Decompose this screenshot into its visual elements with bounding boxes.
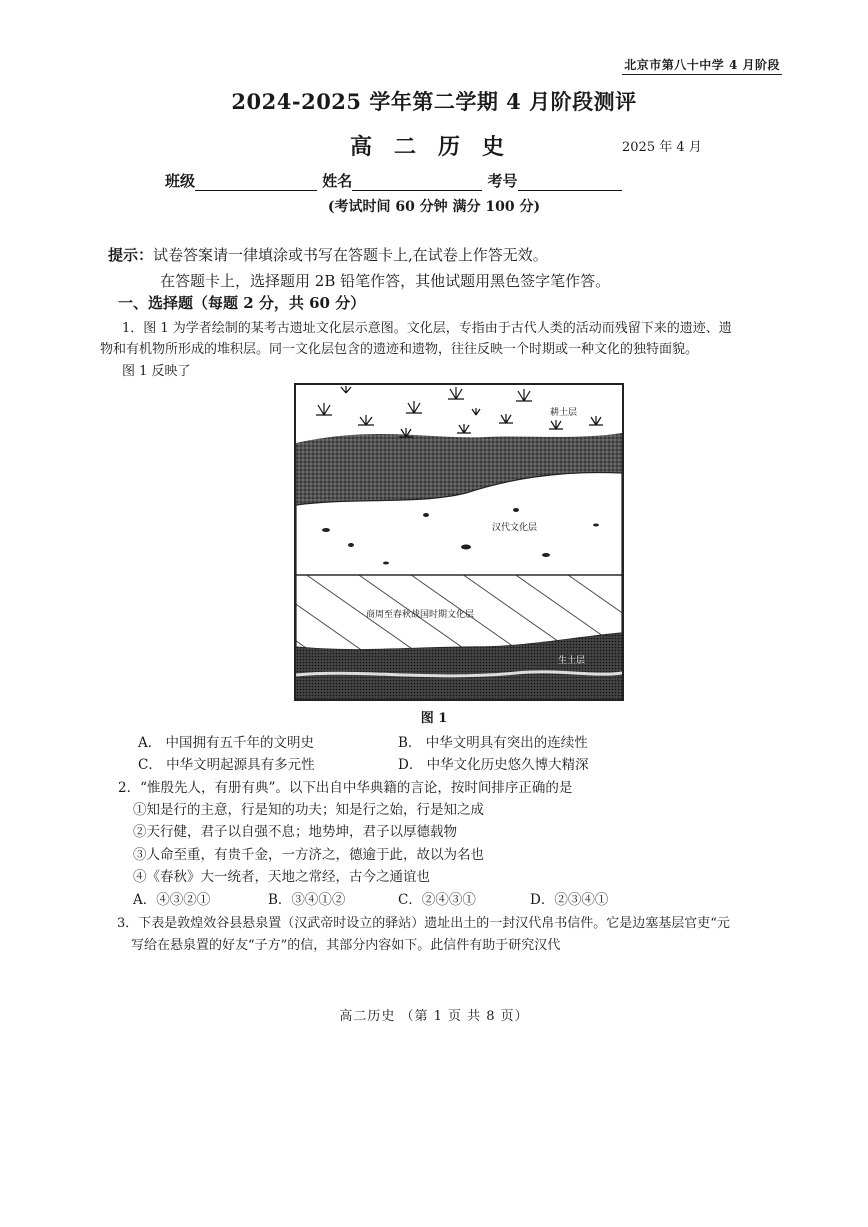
name-blank[interactable] [352,176,482,191]
q2-option-a: A．④③②① [133,892,211,908]
q1-stem-line2: 物和有机物所形成的堆积层。同一文化层包含的遗迹和遗物，往往反映一个时期或一种文化的独特面貌。 [100,342,699,357]
name-label: 姓名 [322,172,353,190]
q1-option-a: A． 中国拥有五千年的文明史 [138,735,315,751]
q1-option-b: B． 中华文明具有突出的连续性 [398,735,588,751]
school-tag: 北京市第八十中学 4 月阶段 [622,56,782,75]
q2-item-3: ③人命至重，有贵千金，一方济之，德逾于此，故以为名也 [133,847,484,863]
q2-option-c: C．②④③① [398,892,476,908]
q3-stem-line2: 写给在悬泉置的好友“子方”的信，其部分内容如下。此信件有助于研究汉代 [131,938,561,953]
label-base-soil: 生土层 [558,656,586,666]
student-info-row [165,170,622,191]
q2-option-b: B．③④①② [268,892,346,908]
label-shang-zhou: 商周至春秋战国时期文化层 [366,610,475,620]
q1-stem-line1: 1．图 1 为学者绘制的某考古遗址文化层示意图。文化层，专指由于古代人类的活动而残留下来的遗迹、遗 [122,321,732,336]
hint-line-1 [108,244,548,265]
label-topsoil: 耕土层 [550,408,578,418]
stratigraphy-diagram [296,385,622,699]
q2-item-1: ①知是行的主意，行是知的功夫；知是行之始，行是知之成 [133,802,484,818]
class-label: 班级 [165,172,196,190]
q2-item-2: ②天行健，君子以自强不息；地势坤，君子以厚德载物 [133,824,457,840]
q2-item-4: ④《春秋》大一统者，天地之常经，古今之通谊也 [133,869,430,885]
exam-duration-note: (考试时间 60 分钟 满分 100 分) [327,199,541,215]
exam-no-blank[interactable] [518,176,622,191]
q2-option-d: D．②③④① [530,892,609,908]
exam-date: 2025 年 4 月 [622,140,702,155]
figure-caption: 图 1 [420,711,448,726]
label-han: 汉代文化层 [492,523,538,533]
section-heading: 一、选择题（每题 2 分，共 60 分） [118,294,366,312]
q2-stem: 2．“惟殷先人，有册有典”。以下出自中华典籍的言论，按时间排序正确的是 [118,780,573,796]
q1-option-c: C． 中华文明起源具有多元性 [138,757,315,773]
stratigraphy-figure [294,383,624,701]
exam-title: 2024-2025 学年第二学期 4 月阶段测评 [231,89,637,114]
hint-text-1: 试卷答案请一律填涂或书写在答题卡上,在试卷上作答无效。 [153,246,548,264]
exam-no-label: 考号 [487,172,518,190]
q1-option-d: D． 中华文化历史悠久博大精深 [398,757,589,773]
page-footer: 高二历史 （第 1 页 共 8 页） [339,1009,529,1024]
hint-label: 提示： [108,246,154,264]
hint-line-2: 在答题卡上，选择题用 2B 铅笔作答，其他试题用黑色签字笔作答。 [160,272,611,290]
q1-stem-line3: 图 1 反映了 [122,364,191,379]
class-blank[interactable] [195,176,317,191]
q3-stem-line1: 3．下表是敦煌效谷县悬泉置（汉武帝时设立的驿站）遗址出土的一封汉代帛书信件。它是边塞基层官吏“元 [117,916,730,931]
subject-title: 高二历史 [350,134,527,160]
